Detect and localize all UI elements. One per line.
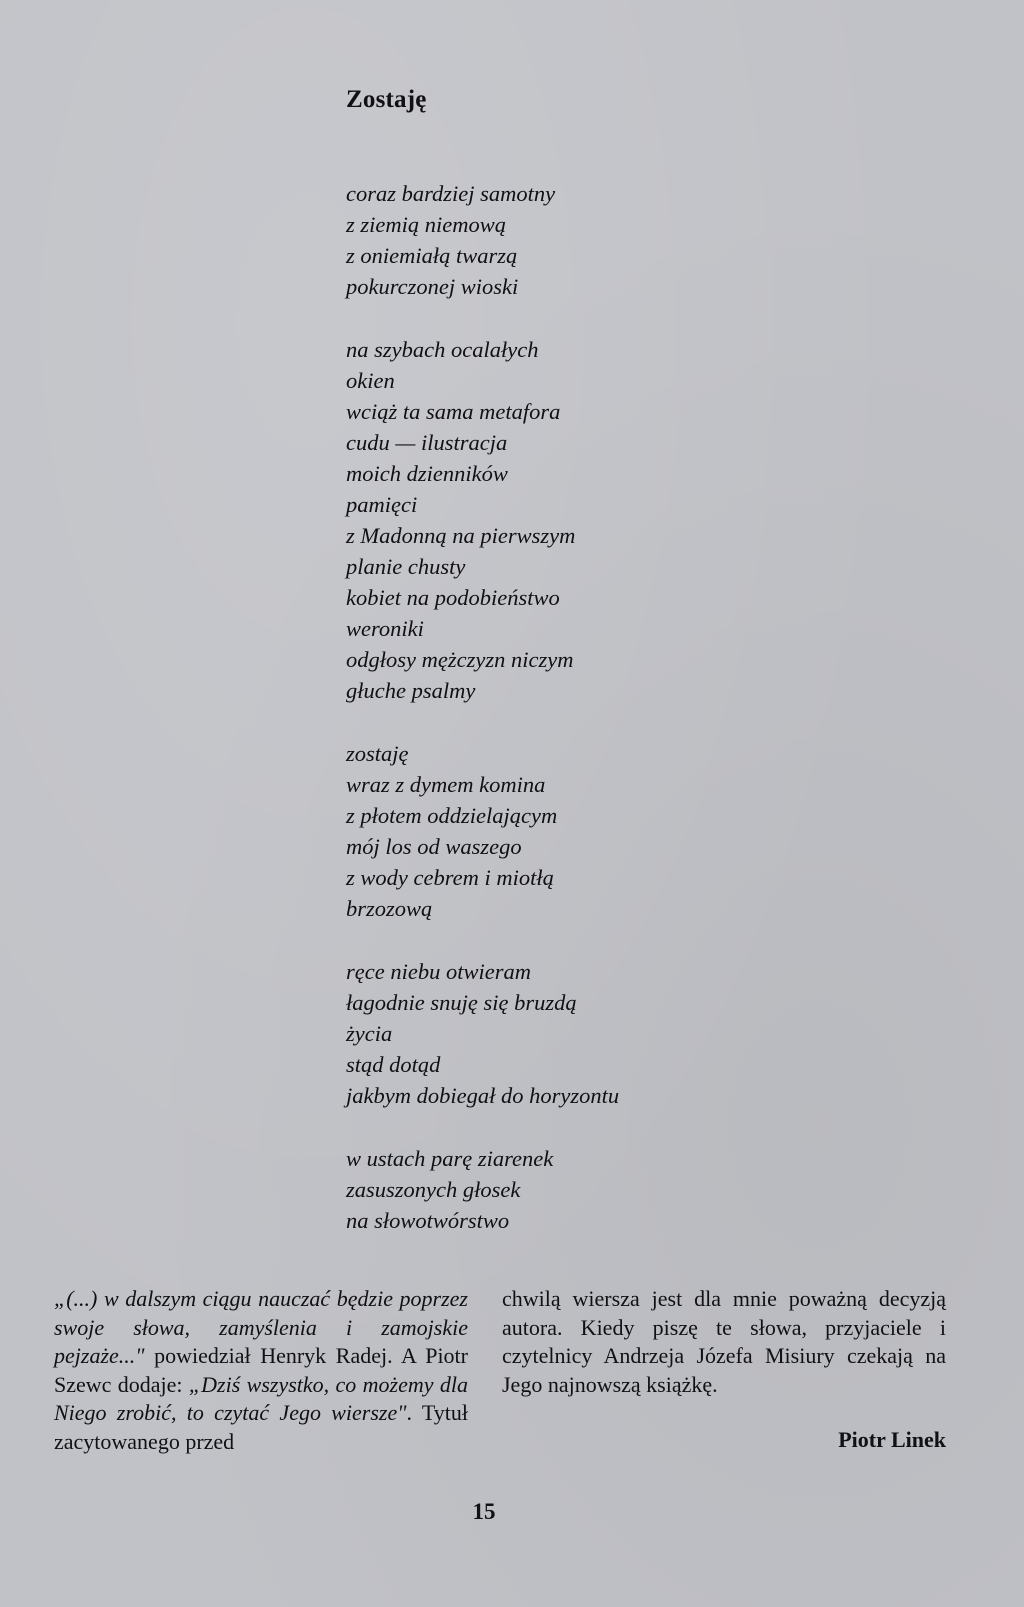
poem-line: z oniemiałą twarzą bbox=[346, 243, 518, 268]
stanza-2 bbox=[346, 334, 619, 706]
commentary-text-title: . Tytuł zacytowanego przed bbox=[54, 1400, 468, 1454]
poem-line: głuche psalmy bbox=[346, 678, 476, 703]
poem-line: z płotem oddzielającym bbox=[346, 803, 558, 828]
poem-line: coraz bardziej samotny bbox=[346, 181, 556, 206]
poem-line: stąd dotąd bbox=[346, 1052, 441, 1077]
poem-line: ręce niebu otwieram bbox=[346, 959, 531, 984]
poem-title: Zostaję bbox=[346, 86, 427, 113]
poem-line: życia bbox=[346, 1021, 393, 1046]
poem-line: na słowotwórstwo bbox=[346, 1208, 510, 1233]
commentary-text: powiedział Henryk Radej. A Piotr Szewc dodaje: bbox=[54, 1343, 468, 1397]
poem-line: łagodnie snuję się bruzdą bbox=[346, 990, 577, 1015]
poem-line: jakbym dobiegał do horyzontu bbox=[346, 1083, 620, 1108]
poem-line: cudu — ilustracja bbox=[346, 430, 508, 455]
poem-body bbox=[346, 178, 619, 1268]
stanza-1 bbox=[346, 178, 619, 302]
poem-line: na szybach ocalałych bbox=[346, 337, 539, 362]
poem-line: zostaję bbox=[346, 741, 409, 766]
poem-line: wciąż ta sama metafora bbox=[346, 399, 561, 424]
poem-line: zasuszonych głosek bbox=[346, 1177, 521, 1202]
poem-line: z ziemią niemową bbox=[346, 212, 506, 237]
stanza-4 bbox=[346, 956, 619, 1111]
commentary-right-column: chwilą wiersza jest dla mnie poważną decyzją autora. Kiedy piszę te słowa, przyjaciele i czytelnicy Andrzeja Józefa Misiury czekają na Jego najnowszą książkę. bbox=[502, 1286, 946, 1397]
stanza-3 bbox=[346, 738, 619, 924]
poem-line: weroniki bbox=[346, 616, 424, 641]
poem-line: pamięci bbox=[346, 492, 418, 517]
commentary-quote-szewc: „Dziś wszystko, co możemy dla Niego zrobić, to czytać Jego wiersze" bbox=[54, 1371, 469, 1426]
poem-line: z Madonną na pierwszym bbox=[346, 523, 576, 548]
commentary-quote-radej: „(...) w dalszym ciągu nauczać będzie poprzez swoje słowa, zamyślenia i zamojskie pejzaże..." bbox=[54, 1286, 468, 1369]
poem-line: planie chusty bbox=[346, 554, 466, 579]
poem-line: odgłosy mężczyzn niczym bbox=[346, 647, 574, 672]
poem-line: z wody cebrem i miotłą bbox=[346, 865, 554, 890]
poem-line: mój los od waszego bbox=[346, 834, 522, 859]
poem-line: moich dzienników bbox=[346, 461, 508, 486]
poem-line: wraz z dymem komina bbox=[346, 772, 546, 797]
poem-line: okien bbox=[346, 368, 395, 393]
page-number: 15 bbox=[472, 1499, 496, 1524]
poem-line: kobiet na podobieństwo bbox=[346, 585, 560, 610]
poem-line: w ustach parę ziarenek bbox=[346, 1146, 554, 1171]
poem-line: pokurczonej wioski bbox=[346, 274, 519, 299]
stanza-5 bbox=[346, 1143, 619, 1236]
poem-line: brzozową bbox=[346, 896, 433, 921]
author-signature: Piotr Linek bbox=[838, 1427, 946, 1452]
commentary-left-column bbox=[54, 1285, 468, 1457]
